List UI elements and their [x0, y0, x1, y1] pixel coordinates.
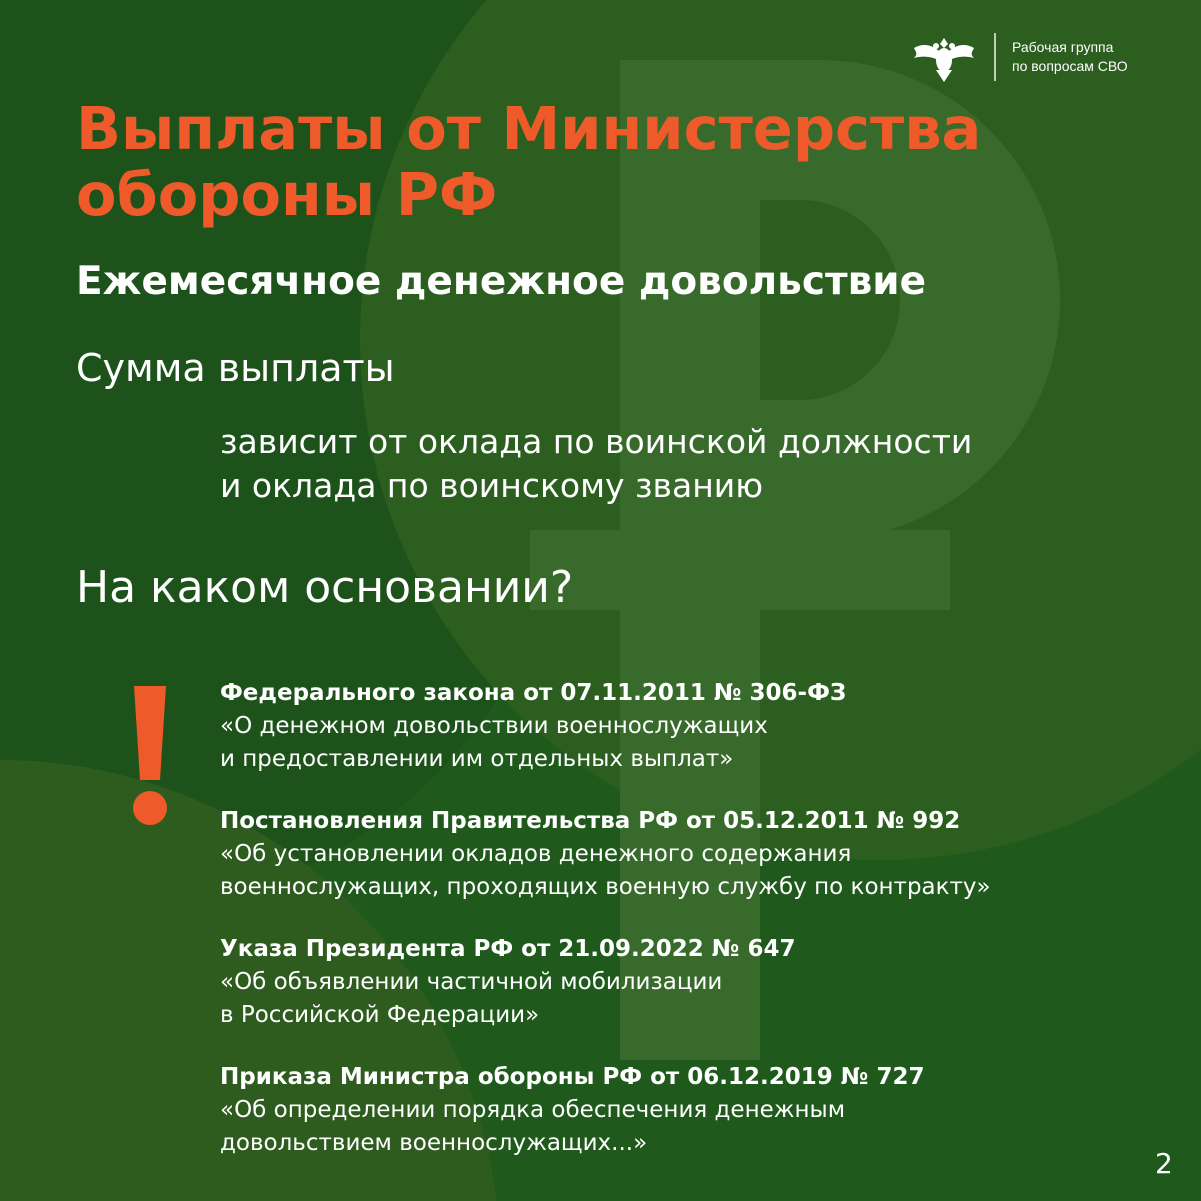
page-number: 2 [1155, 1147, 1173, 1180]
legal-doc-desc-line1: «Об установлении окладов денежного содержания [220, 841, 852, 867]
exclamation-icon [120, 680, 180, 830]
org-name [1012, 38, 1162, 76]
sum-label: Сумма выплаты [76, 346, 395, 390]
page-title [76, 96, 1156, 228]
legal-doc-item [220, 804, 1180, 904]
double-headed-eagle-icon [908, 30, 980, 84]
page-title-line2: обороны РФ [76, 160, 498, 229]
header-logo [908, 30, 1162, 84]
page-title-line1: Выплаты от Министерства [76, 94, 982, 163]
legal-doc-title: Указа Президента РФ от 21.09.2022 № 647 [220, 936, 796, 962]
logo-divider [994, 33, 996, 81]
legal-doc-item [220, 1060, 1180, 1160]
legal-doc-desc-line1: «О денежном довольствии военнослужащих [220, 713, 768, 739]
sum-description-line1: зависит от оклада по воинской должности [220, 422, 973, 461]
legal-doc-desc-line2: военнослужащих, проходящих военную службу по контракту» [220, 874, 991, 900]
sum-description [220, 420, 1180, 508]
legal-basis-list [220, 676, 1180, 1188]
legal-doc-item [220, 932, 1180, 1032]
legal-doc-title: Федерального закона от 07.11.2011 № 306-ФЗ [220, 680, 847, 706]
org-name-line2: по вопросам СВО [1012, 58, 1128, 74]
org-name-line1: Рабочая группа [1012, 39, 1114, 55]
legal-doc-desc-line2: довольствием военнослужащих...» [220, 1130, 648, 1156]
page-subtitle: Ежемесячное денежное довольствие [76, 259, 927, 304]
legal-doc-desc-line2: и предоставлении им отдельных выплат» [220, 746, 734, 772]
legal-doc-title: Постановления Правительства РФ от 05.12.2011 № 992 [220, 808, 961, 834]
legal-doc-item [220, 676, 1180, 776]
legal-doc-desc-line1: «Об объявлении частичной мобилизации [220, 969, 723, 995]
basis-label: На каком основании? [76, 562, 574, 613]
legal-doc-title: Приказа Министра обороны РФ от 06.12.2019 № 727 [220, 1064, 925, 1090]
legal-doc-desc-line2: в Российской Федерации» [220, 1002, 540, 1028]
legal-doc-desc-line1: «Об определении порядка обеспечения денежным [220, 1097, 846, 1123]
sum-description-line2: и оклада по воинскому званию [220, 466, 764, 505]
